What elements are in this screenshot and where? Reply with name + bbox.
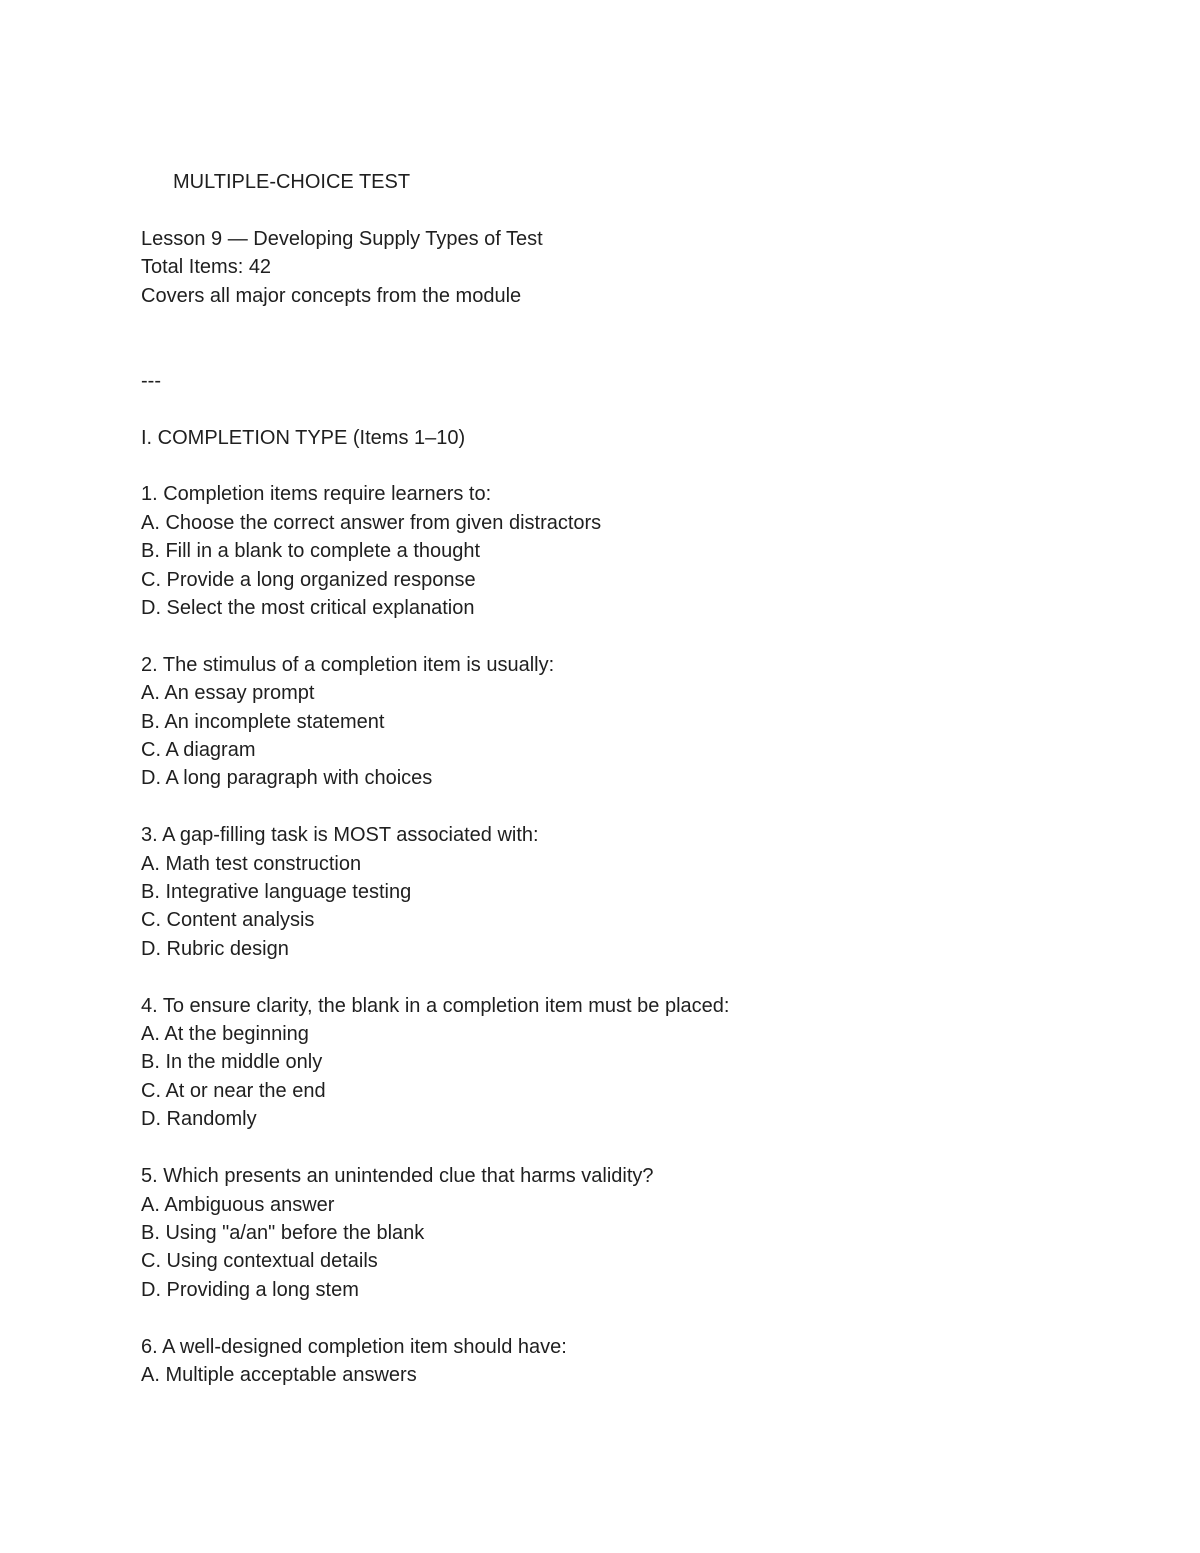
option-d: D. A long paragraph with choices: [141, 767, 433, 790]
page-title: MULTIPLE-CHOICE TEST: [173, 171, 411, 193]
section-heading: I. COMPLETION TYPE (Items 1–10): [141, 426, 466, 449]
question-1: [141, 480, 1141, 622]
option-b: B. In the middle only: [141, 1051, 323, 1074]
option-a: A. Choose the correct answer from given distractors: [141, 511, 602, 534]
spacer: [141, 196, 1141, 224]
question-stem: 5. Which presents an unintended clue that harms validity?: [141, 1165, 654, 1188]
option-b: B. Fill in a blank to complete a thought: [141, 540, 481, 563]
option-a: A. Multiple acceptable answers: [141, 1363, 417, 1386]
option-d: D. Select the most critical explanation: [141, 597, 475, 620]
question-stem: 6. A well-designed completion item should have:: [141, 1335, 567, 1358]
spacer: [141, 395, 1141, 423]
option-b: B. Using "a/an" before the blank: [141, 1221, 425, 1244]
option-c: C. Content analysis: [141, 909, 315, 932]
question-3: [141, 821, 1141, 963]
option-a: A. Math test construction: [141, 852, 362, 875]
question-2: [141, 651, 1141, 793]
document-meta: [141, 225, 1141, 310]
spacer: [141, 452, 1141, 480]
option-a: A. An essay prompt: [141, 682, 315, 705]
option-c: C. A diagram: [141, 739, 256, 762]
option-b: B. An incomplete statement: [141, 710, 385, 733]
option-d: D. Randomly: [141, 1108, 257, 1131]
option-a: A. Ambiguous answer: [141, 1193, 335, 1216]
option-d: D. Rubric design: [141, 937, 289, 960]
option-c: C. At or near the end: [141, 1079, 326, 1102]
spacer: [141, 310, 1141, 367]
option-c: C. Provide a long organized response: [141, 568, 476, 591]
question-stem: 3. A gap-filling task is MOST associated with:: [141, 824, 539, 847]
document-page: [141, 168, 1141, 1389]
separator: ---: [141, 369, 161, 392]
total-items: Total Items: 42: [141, 256, 272, 279]
question-list: [141, 480, 1141, 1389]
coverage-note: Covers all major concepts from the module: [141, 284, 522, 307]
question-stem: 2. The stimulus of a completion item is usually:: [141, 653, 555, 676]
question-5: [141, 1162, 1141, 1304]
question-stem: 4. To ensure clarity, the blank in a completion item must be placed:: [141, 994, 730, 1017]
question-4: [141, 992, 1141, 1134]
option-d: D. Providing a long stem: [141, 1278, 359, 1301]
lesson-title: Lesson 9 — Developing Supply Types of Test: [141, 227, 543, 250]
question-6: [141, 1333, 1141, 1390]
option-a: A. At the beginning: [141, 1023, 309, 1046]
question-stem: 1. Completion items require learners to:: [141, 483, 492, 506]
option-b: B. Integrative language testing: [141, 881, 412, 904]
option-c: C. Using contextual details: [141, 1250, 378, 1273]
